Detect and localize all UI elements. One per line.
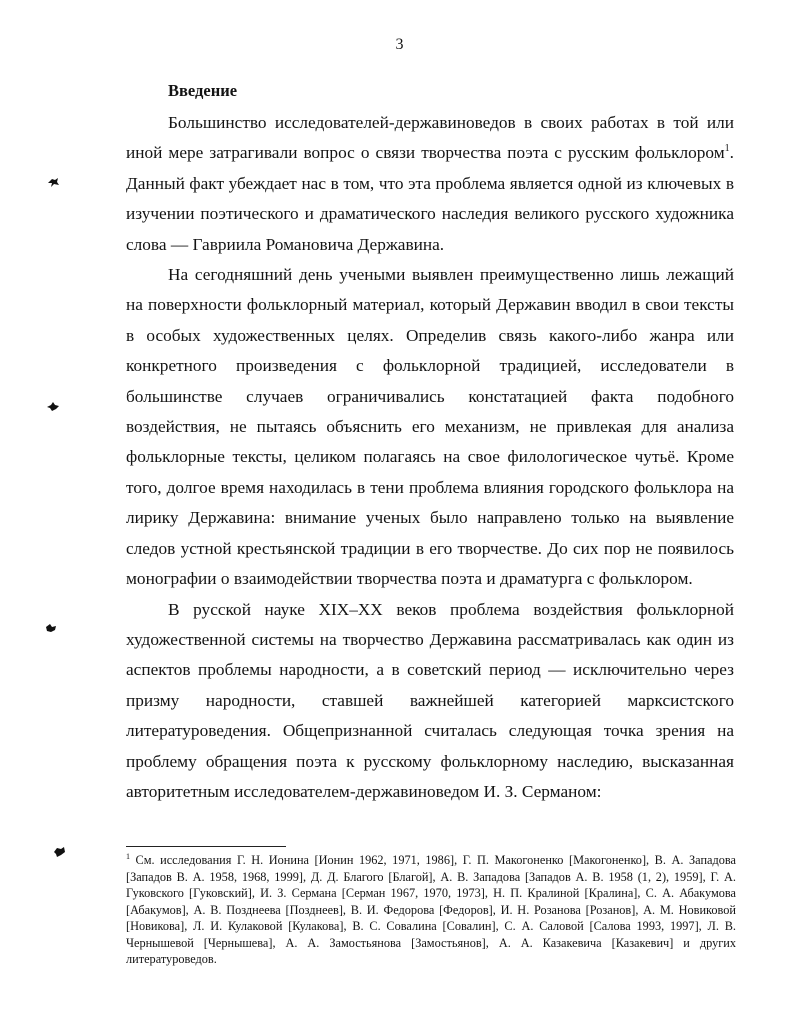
footnote bbox=[126, 852, 736, 968]
section-heading: Введение bbox=[168, 81, 238, 100]
paragraph-text: В русской науке XIX–XX веков проблема воздействия фольклорной художественной системы на творчество Державина рассматривалась как один из аспектов проблемы народности, а в советский период — исключительно через призму народности, ставшей важнейшей категорией марксистского литературоведения. Общепризнанной считалась следующая точка зрения на проблему обращения поэта к русскому фольклорному наследию, высказанная авторитетным исследователем-державиноведом И. З. Серманом: bbox=[126, 599, 734, 801]
scan-mark-icon bbox=[46, 401, 60, 413]
paragraph-1 bbox=[126, 108, 734, 260]
main-text bbox=[126, 108, 734, 807]
scan-mark-icon bbox=[52, 846, 66, 858]
footnote-number: 1 bbox=[126, 851, 130, 861]
footnote-divider bbox=[126, 846, 286, 847]
paragraph-3 bbox=[126, 595, 734, 808]
paragraph-text: . Данный факт убеждает нас в том, что эта проблема является одной из ключевых в изучении поэтического и драматического наследия великого русского художника слова — Гавриила Романовича Державина. bbox=[126, 143, 734, 254]
footnote-text: См. исследования Г. Н. Ионина [Ионин 1962, 1971, 1986], Г. П. Макогоненко [Макогоненко], В. А. Западова [Западов В. А. 1958, 1968, 1999], Д. Д. Благого [Благой], А. В. Западова [Западов А. В. 1958 (1, 2), 1959], Г. А. Гуковского [Гуковский], И. З. Сермана [Серман 1967, 1970, 1973], Н. П. Кралиной [Кралина], С. А. Абакумова [Абакумов], А. В. Позднеева [Позднеев], В. И. Федорова [Федоров], И. Н. Розанова [Розанов], А. М. Новиковой [Новикова], Л. И. Кулаковой [Кулакова], В. С. Совалина [Совалин], С. А. Саловой [Салова 1993, 1997], Л. В. Чернышевой [Чернышева], А. А. Замостьянова [Замостьянов], А. А. Казакевича [Казакевич] и других литературоведов. bbox=[126, 853, 736, 966]
paragraph-text: На сегодняшний день учеными выявлен преимущественно лишь лежащий на поверхности фольклорный материал, который Державин вводил в свои тексты в особых художественных целях. Определив связь какого-либо жанра или конкретного произведения с фольклорной традицией, исследователи в большинстве случаев ограничивались констатацией факта подобного воздействия, не пытаясь объяснить его механизм, не привлекая для анализа фольклорные тексты, целиком полагаясь на свое филологическое чутьё. Кроме того, долгое время находилась в тени проблема влияния городского фольклора на лирику Державина: внимание ученых было направлено только на выявление следов устной крестьянской традиции в его творчестве. До сих пор не появилось монографии о взаимодействии творчества поэта и драматурга с фольклором. bbox=[126, 265, 734, 589]
scan-mark-icon bbox=[44, 622, 58, 634]
page-number: 3 bbox=[395, 36, 404, 53]
scan-mark-icon bbox=[46, 176, 60, 188]
footnote-reference[interactable]: 1 bbox=[724, 143, 730, 155]
paragraph-text: Большинство исследователей-державиноведов в своих работах в той или иной мере затрагивали вопрос о связи творчества поэта с русским фольклором bbox=[126, 113, 734, 163]
paragraph-2 bbox=[126, 260, 734, 594]
